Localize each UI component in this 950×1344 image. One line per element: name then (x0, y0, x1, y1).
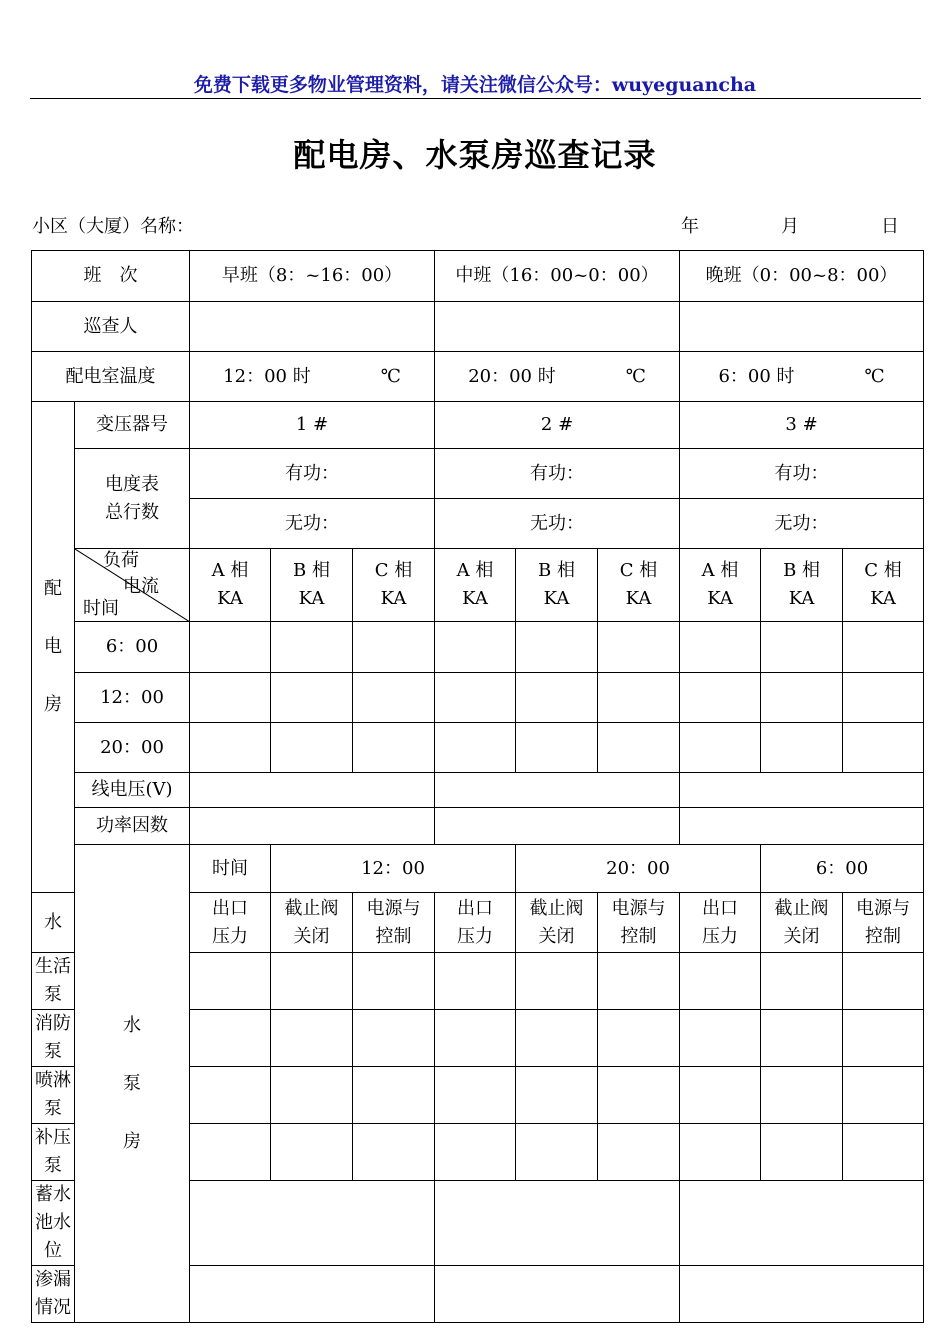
active-power-cell[interactable]: 有功： (435, 449, 680, 499)
pump-cell[interactable] (516, 1124, 598, 1181)
pump-cell[interactable] (680, 953, 761, 1010)
power-factor-row (32, 808, 924, 845)
section-char: 水 (123, 1014, 141, 1036)
current-cell[interactable] (190, 723, 271, 773)
section-char: 电 (44, 636, 62, 657)
current-cell[interactable] (516, 723, 598, 773)
shift-label: 班 次 (32, 251, 190, 302)
phase-name: A 相 (211, 560, 249, 581)
header-line: 控制 (620, 925, 657, 947)
active-power-cell[interactable]: 有功： (190, 449, 435, 499)
phase-name: C 相 (864, 560, 902, 581)
power-factor-label: 功率因数 (75, 808, 190, 845)
meter-total-label (75, 449, 190, 549)
header-line: 截止阀 (774, 897, 829, 919)
pump-cell[interactable] (353, 1124, 435, 1181)
reactive-power-cell[interactable]: 无功： (680, 499, 924, 549)
current-cell[interactable] (680, 622, 761, 673)
room-temp-cell[interactable] (190, 352, 435, 402)
current-cell[interactable] (516, 673, 598, 723)
active-power-cell[interactable]: 有功： (680, 449, 924, 499)
header-line: 出口 (457, 897, 494, 919)
phase-unit: KA (298, 588, 325, 609)
current-time-row (32, 622, 924, 673)
pump-time-value: 12：00 (271, 845, 516, 893)
line-voltage-cell[interactable] (680, 773, 924, 808)
pump-cell[interactable] (353, 1010, 435, 1067)
meter-active-row (32, 449, 924, 499)
celsius-unit: ℃ (864, 365, 885, 387)
section-char: 配 (44, 578, 62, 599)
power-control-header (598, 893, 680, 953)
leakage-label: 渗漏情况 (32, 1266, 75, 1323)
room-temp-cell[interactable] (435, 352, 680, 402)
stop-valve-header (516, 893, 598, 953)
phase-header (353, 549, 435, 622)
current-cell[interactable] (435, 622, 516, 673)
header-line: 压力 (457, 925, 494, 947)
phase-header (843, 549, 924, 622)
pump-label: 喷淋泵 (32, 1067, 75, 1124)
current-time-label: 6：00 (75, 622, 190, 673)
phase-header-row (32, 549, 924, 622)
header-divider (30, 98, 921, 99)
phase-unit: KA (217, 588, 243, 609)
tank-level-cell[interactable] (435, 1181, 680, 1266)
shift-night: 晚班（0：00~8：00） (680, 251, 924, 302)
community-name-label: 小区（大厦）名称： (32, 216, 194, 237)
outlet-pressure-header (680, 893, 761, 953)
pump-cell[interactable] (516, 953, 598, 1010)
meter-label-line: 电度表 (105, 473, 159, 495)
pump-time-value: 20：00 (516, 845, 761, 893)
shift-row (32, 251, 924, 302)
transformer-number: 2 # (435, 402, 680, 449)
pump-cell[interactable] (598, 953, 680, 1010)
line-voltage-cell[interactable] (435, 773, 680, 808)
header-line: 关闭 (538, 925, 575, 947)
pump-cell[interactable] (761, 953, 843, 1010)
outlet-pressure-header (190, 893, 271, 953)
inspector-cell[interactable] (435, 302, 680, 352)
current-time-label: 20：00 (75, 723, 190, 773)
year-label: 年 (681, 216, 699, 237)
pump-cell[interactable] (353, 953, 435, 1010)
current-cell[interactable] (271, 622, 353, 673)
header-line: 控制 (375, 925, 412, 947)
pump-cell[interactable] (190, 1067, 271, 1124)
time-label: 时间 (83, 598, 119, 619)
phase-name: B 相 (293, 560, 330, 581)
header-line: 截止阀 (529, 897, 584, 919)
phase-name: C 相 (619, 560, 658, 581)
header-line: 压力 (702, 925, 739, 947)
page-title: 配电房、水泵房巡查记录 (293, 136, 657, 174)
current-cell[interactable] (680, 723, 761, 773)
transformer-row (32, 402, 924, 449)
header-line: 关闭 (783, 925, 820, 947)
current-cell[interactable] (353, 622, 435, 673)
banner-notice: 免费下载更多物业管理资料，请关注微信公众号：wuyeguancha (193, 74, 757, 96)
current-cell[interactable] (598, 723, 680, 773)
current-cell[interactable] (271, 673, 353, 723)
phase-header (190, 549, 271, 622)
phase-header (271, 549, 353, 622)
current-cell[interactable] (353, 673, 435, 723)
phase-header (435, 549, 516, 622)
temp-time: 20：00 时 (468, 365, 556, 387)
phase-header (516, 549, 598, 622)
current-cell[interactable] (190, 673, 271, 723)
room-temp-label: 配电室温度 (32, 352, 190, 402)
section-char: 房 (44, 694, 62, 715)
phase-unit: KA (462, 588, 488, 609)
meter-label-line: 总行数 (105, 501, 159, 523)
header-line: 关闭 (293, 925, 330, 947)
pump-cell[interactable] (271, 953, 353, 1010)
room-temp-row (32, 352, 924, 402)
tank-level-label: 蓄水池水位 (32, 1181, 75, 1266)
phase-header (761, 549, 843, 622)
pump-cell[interactable] (761, 1124, 843, 1181)
pump-time-value: 6：00 (761, 845, 924, 893)
pump-cell[interactable] (190, 1010, 271, 1067)
pump-cell[interactable] (271, 1124, 353, 1181)
pump-time-label: 时间 (190, 845, 271, 893)
power-room-section-label (32, 402, 75, 893)
pump-cell[interactable] (190, 1124, 271, 1181)
leakage-cell[interactable] (190, 1266, 435, 1323)
phase-unit: KA (625, 588, 652, 609)
phase-name: C 相 (374, 560, 413, 581)
current-time-row (32, 673, 924, 723)
phase-unit: KA (543, 588, 570, 609)
current-cell[interactable] (680, 673, 761, 723)
leakage-cell[interactable] (680, 1266, 924, 1323)
stop-valve-header (271, 893, 353, 953)
water-label: 水 (32, 893, 75, 953)
pump-cell[interactable] (516, 1067, 598, 1124)
power-factor-cell[interactable] (680, 808, 924, 845)
header-line: 电源与 (611, 897, 666, 919)
pump-cell[interactable] (843, 1010, 924, 1067)
phase-name: A 相 (456, 560, 494, 581)
line-voltage-row (32, 773, 924, 808)
phase-unit: KA (870, 588, 896, 609)
current-cell[interactable] (598, 673, 680, 723)
pump-label: 消防泵 (32, 1010, 75, 1067)
current-cell[interactable] (435, 673, 516, 723)
pump-cell[interactable] (598, 1010, 680, 1067)
celsius-unit: ℃ (625, 365, 646, 387)
pump-label: 补压泵 (32, 1124, 75, 1181)
inspection-record-table (31, 250, 924, 1323)
current-cell[interactable] (271, 723, 353, 773)
current-cell[interactable] (761, 673, 843, 723)
pump-time-row (32, 845, 924, 893)
pump-cell[interactable] (843, 1124, 924, 1181)
pump-cell[interactable] (271, 1067, 353, 1124)
pump-cell[interactable] (435, 953, 516, 1010)
load-label: 负荷 (103, 550, 139, 571)
power-control-header (353, 893, 435, 953)
pump-cell[interactable] (190, 953, 271, 1010)
reactive-power-cell[interactable]: 无功： (435, 499, 680, 549)
section-char: 泵 (123, 1072, 141, 1094)
pump-label: 生活泵 (32, 953, 75, 1010)
transformer-number: 1 # (190, 402, 435, 449)
reactive-power-cell[interactable]: 无功： (190, 499, 435, 549)
inspector-label: 巡查人 (32, 302, 190, 352)
line-voltage-label: 线电压(V) (75, 773, 190, 808)
tank-level-cell[interactable] (680, 1181, 924, 1266)
temp-time: 6：00 时 (718, 365, 795, 387)
pump-cell[interactable] (680, 1067, 761, 1124)
pump-cell[interactable] (516, 1010, 598, 1067)
current-cell[interactable] (761, 622, 843, 673)
tank-level-cell[interactable] (190, 1181, 435, 1266)
inspector-cell[interactable] (190, 302, 435, 352)
celsius-unit: ℃ (380, 365, 401, 387)
header-line: 出口 (702, 897, 739, 919)
inspector-cell[interactable] (680, 302, 924, 352)
header-line: 截止阀 (284, 897, 339, 919)
shift-middle: 中班（16：00~0：00） (435, 251, 680, 302)
pump-room-section-label (75, 845, 190, 1323)
month-label: 月 (781, 216, 799, 237)
inspector-row (32, 302, 924, 352)
current-cell[interactable] (353, 723, 435, 773)
phase-unit: KA (380, 588, 407, 609)
pump-cell[interactable] (435, 1124, 516, 1181)
pump-cell[interactable] (761, 1010, 843, 1067)
pump-cell[interactable] (598, 1067, 680, 1124)
current-cell[interactable] (843, 622, 924, 673)
current-label: 电流 (123, 576, 159, 597)
current-cell[interactable] (516, 622, 598, 673)
pump-cell[interactable] (680, 1124, 761, 1181)
power-control-header (843, 893, 924, 953)
phase-name: A 相 (701, 560, 739, 581)
pump-cell[interactable] (680, 1010, 761, 1067)
transformer-number: 3 # (680, 402, 924, 449)
current-cell[interactable] (843, 673, 924, 723)
pump-cell[interactable] (271, 1010, 353, 1067)
room-temp-cell[interactable] (680, 352, 924, 402)
phase-unit: KA (707, 588, 733, 609)
phase-name: B 相 (783, 560, 821, 581)
pump-cell[interactable] (598, 1124, 680, 1181)
pump-cell[interactable] (761, 1067, 843, 1124)
current-cell[interactable] (598, 622, 680, 673)
temp-time: 12：00 时 (223, 365, 311, 387)
current-cell[interactable] (843, 723, 924, 773)
section-char: 房 (123, 1130, 141, 1152)
power-factor-cell[interactable] (435, 808, 680, 845)
load-current-time-header (75, 549, 190, 622)
phase-unit: KA (788, 588, 815, 609)
header-line: 电源与 (366, 897, 421, 919)
header-line: 电源与 (856, 897, 911, 919)
header-line: 出口 (212, 897, 248, 919)
header-line: 压力 (212, 925, 248, 947)
header-line: 控制 (865, 925, 902, 947)
leakage-cell[interactable] (435, 1266, 680, 1323)
current-time-row (32, 723, 924, 773)
pump-cell[interactable] (435, 1067, 516, 1124)
line-voltage-cell[interactable] (190, 773, 435, 808)
pump-cell[interactable] (843, 953, 924, 1010)
pump-cell[interactable] (435, 1010, 516, 1067)
phase-header (598, 549, 680, 622)
current-cell[interactable] (435, 723, 516, 773)
pump-cell[interactable] (353, 1067, 435, 1124)
stop-valve-header (761, 893, 843, 953)
shift-morning: 早班（8：~16：00） (190, 251, 435, 302)
current-time-label: 12：00 (75, 673, 190, 723)
phase-name: B 相 (538, 560, 575, 581)
pump-cell[interactable] (843, 1067, 924, 1124)
phase-header (680, 549, 761, 622)
transformer-label: 变压器号 (75, 402, 190, 449)
day-label: 日 (881, 216, 899, 237)
outlet-pressure-header (435, 893, 516, 953)
current-cell[interactable] (761, 723, 843, 773)
current-cell[interactable] (190, 622, 271, 673)
power-factor-cell[interactable] (190, 808, 435, 845)
